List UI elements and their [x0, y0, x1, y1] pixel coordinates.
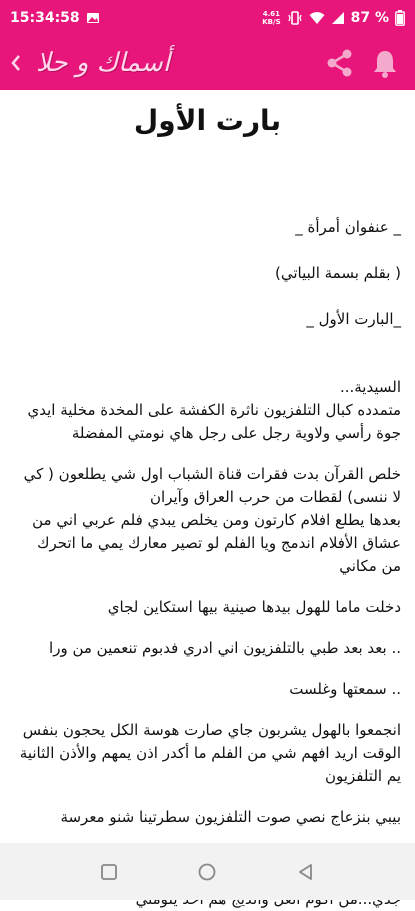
story-paragraph: بيبي بنزعاج نصي صوت التلفزيون سطرتينا شنو معرسة: [60, 808, 401, 826]
status-left: [10, 10, 100, 26]
battery-percent: 87 %: [350, 10, 389, 26]
net-speed-value: 4.61: [262, 10, 281, 18]
chapter-title: بارت الأول: [133, 104, 282, 137]
signal-icon: [331, 11, 345, 25]
net-speed: [262, 10, 280, 26]
wifi-icon: [309, 11, 325, 25]
status-right: [262, 10, 405, 26]
app-logo: أسماك و حلا: [36, 48, 171, 78]
story-paragraph: .. سمعتها وغلست: [289, 680, 401, 698]
app-bar-right: [319, 42, 405, 84]
status-bar: [0, 0, 415, 36]
story-paragraph: دخلت ماما للهول بيدها صينية بيها استكاين لجاي: [107, 598, 401, 616]
back-icon[interactable]: [297, 863, 315, 881]
story-paragraph: خلص القرآن بدت فقرات قناة الشباب اول شي يطلعون ( كي لا ننسى) لقطات من حرب العراق وآيران بعدها يطلع افلام كارتون ومن يخلص يبدي فلم عربي اني من عشاق الأفلام اندمج ويا الفلم لو تصير معارك يمي ما اتحرك من مكاني: [23, 465, 401, 575]
recents-icon[interactable]: [100, 863, 118, 881]
share-icon[interactable]: [319, 42, 361, 84]
story-subtitle: _ عنفوان أمرأة _: [295, 218, 401, 236]
status-time: 15:34:58: [10, 10, 80, 26]
story-author: ( بقلم بسمة البياتي): [274, 264, 401, 282]
story-paragraph: .. بعد بعد طبي بالتلفزيون اني ادري فدبوم تنعمين من ورا: [49, 639, 401, 657]
vibrate-icon: [287, 11, 303, 25]
story-content[interactable]: [0, 90, 415, 843]
app-bar: [0, 36, 415, 90]
story-paragraph: السيدية... متمدده كبال التلفزيون ناثرة الكفشة على المخدة مخلية ايدي جوة رأسي ولاوية رجل على رجل هاي نومتي المفضلة: [27, 378, 401, 442]
app-bar-left: [10, 48, 170, 78]
system-nav-bar: [0, 843, 415, 900]
back-chevron-icon[interactable]: [10, 54, 22, 72]
story-paragraph: انجمعوا بالهول يشربون جاي صارت هوسة الكل يحجون بنفس الوقت اريد افهم شي من الفلم ما أكدر اذن يمهم والأذن الثانية يم التلفزيون: [19, 721, 401, 785]
net-speed-unit: KB/S: [262, 18, 281, 26]
battery-icon: [395, 10, 405, 26]
home-icon[interactable]: [197, 862, 217, 882]
gallery-icon: [86, 11, 100, 25]
bell-icon[interactable]: [365, 42, 405, 84]
story-part-label: _البارت الأول _: [306, 310, 401, 328]
story-header: [14, 193, 401, 354]
